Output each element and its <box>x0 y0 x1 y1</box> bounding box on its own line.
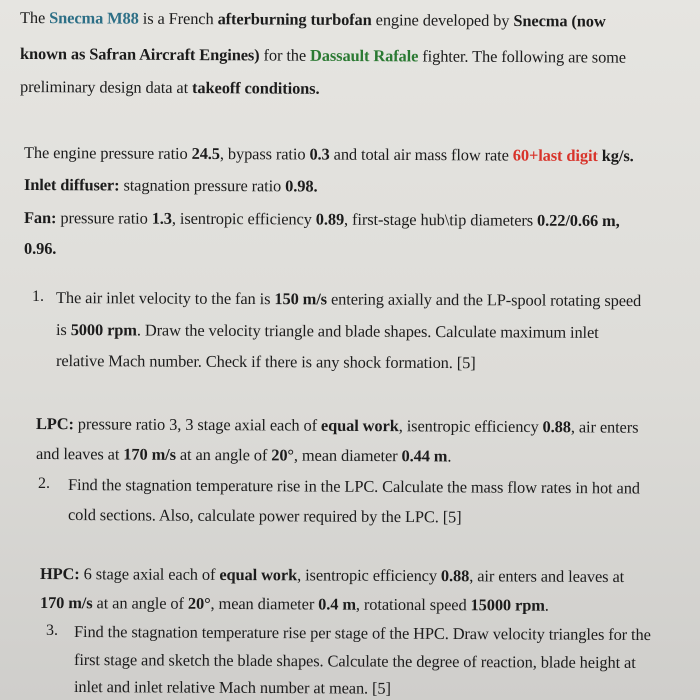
text: , isentropic efficiency <box>171 208 316 229</box>
text: at an angle of <box>175 444 272 465</box>
text: engine developed by <box>371 10 514 31</box>
q1-number: 1. <box>32 288 44 305</box>
q1-line-2 <box>56 320 599 343</box>
text: . Draw the velocity triangle and blade shapes. Calculate maximum inlet <box>136 320 599 342</box>
takeoff-term: takeoff conditions. <box>192 78 320 98</box>
engine-line-1 <box>24 143 634 166</box>
lpc-velocity: 170 m/s <box>123 444 176 464</box>
text: , rotational speed <box>355 594 471 615</box>
text: pressure ratio <box>56 208 152 228</box>
hpc-angle: 20° <box>187 593 211 613</box>
text: Find the stagnation temperature rise per stage of the HPC. Draw velocity triangles for the <box>73 622 651 645</box>
q1-line-3 <box>56 351 476 373</box>
lp-speed: 5000 rpm <box>70 320 137 340</box>
text: , isentropic efficiency <box>398 416 543 437</box>
text: pressure ratio 3, 3 stage axial each of <box>73 414 322 435</box>
engine-line-3 <box>24 208 620 231</box>
text: and leaves at <box>35 444 124 464</box>
lpc-label: LPC: <box>35 414 74 434</box>
lpc-line-1 <box>36 414 639 438</box>
text: (now <box>567 11 606 31</box>
text: . <box>447 446 452 466</box>
hpc-line-1 <box>40 564 624 587</box>
text: The <box>19 8 50 28</box>
text: preliminary design data at <box>19 77 193 98</box>
engine-name: Snecma M88 <box>49 8 139 28</box>
text: for the <box>259 45 311 65</box>
engine-line-4 <box>24 239 56 259</box>
text: stagnation pressure ratio <box>119 175 286 196</box>
text: relative Mach number. Check if there is any shock formation. [5] <box>55 351 476 373</box>
lpc-equal-work: equal work <box>320 415 399 436</box>
flow-value: 60+last digit <box>512 145 598 166</box>
lpc-eff: 0.88 <box>542 417 571 437</box>
q3-line-1 <box>74 622 651 645</box>
snecma-term: Snecma <box>513 11 568 31</box>
q1-line-1 <box>56 288 641 311</box>
q2-line-2 <box>68 505 462 527</box>
hpc-velocity: 170 m/s <box>39 593 93 613</box>
flow-unit: kg/s. <box>597 146 634 166</box>
epr-value: 24.5 <box>191 143 220 164</box>
intro-line-2 <box>20 44 626 68</box>
hpc-label: HPC: <box>39 564 80 584</box>
text: , bypass ratio <box>219 144 310 164</box>
intro-line-1 <box>20 8 606 32</box>
fan-extra: 0.96. <box>24 239 57 258</box>
text: , isentropic efficiency <box>297 565 442 586</box>
hpc-speed: 15000 rpm <box>470 595 545 615</box>
text: cold sections. Also, calculate power required by the LPC. [5] <box>67 505 462 527</box>
fan-diam: 0.22/0.66 m, <box>537 210 620 231</box>
text: and total air mass flow rate <box>329 144 513 165</box>
known-as-term: known as Safran Aircraft Engines) <box>19 44 260 65</box>
fan-pr: 1.3 <box>151 208 172 228</box>
text: at an angle of <box>92 593 188 613</box>
bpr-value: 0.3 <box>309 144 330 164</box>
dassault-term: Dassault <box>310 45 370 66</box>
fan-label: Fan: <box>23 208 57 228</box>
text: The engine pressure ratio <box>23 143 192 163</box>
hpc-line-2 <box>40 593 549 616</box>
text: , mean diameter <box>210 593 319 614</box>
intro-line-3 <box>20 77 320 99</box>
q2-line-1 <box>68 475 640 498</box>
inlet-label: Inlet diffuser: <box>23 175 120 195</box>
text: first stage and sketch the blade shapes. Calculate the degree of reaction, blade height at <box>73 650 636 672</box>
text: , air enters <box>570 417 639 437</box>
text: , first-stage hub\tip diameters <box>344 209 538 230</box>
text: 6 stage axial each of <box>79 564 220 584</box>
fan-eff: 0.89 <box>315 209 345 229</box>
lpc-angle: 20° <box>271 445 294 465</box>
text: Find the stagnation temperature rise in the LPC. Calculate the mass flow rates in hot and <box>67 475 640 498</box>
hpc-equal-work: equal work <box>219 564 298 585</box>
inlet-ratio: 0.98. <box>285 176 318 196</box>
engine-line-2 <box>24 175 318 197</box>
hpc-diameter: 0.4 m <box>318 594 357 614</box>
hpc-eff: 0.88 <box>440 566 470 586</box>
text: is a French <box>138 8 218 29</box>
lpc-diameter: 0.44 m <box>401 446 448 466</box>
rafale-term: Rafale <box>373 46 419 66</box>
text: , mean diameter <box>293 445 402 466</box>
q3-line-2 <box>74 650 636 673</box>
text: The air inlet velocity to the fan is <box>55 288 275 309</box>
lpc-line-2 <box>36 444 452 467</box>
q3-number: 3. <box>46 622 58 639</box>
text: inlet and inlet relative Mach number at mean. [5] <box>73 677 391 698</box>
text: , air enters and leaves at <box>469 566 625 587</box>
text: fighter. The following are some <box>418 46 627 67</box>
inlet-velocity: 150 m/s <box>274 289 328 309</box>
q2-number: 2. <box>38 475 50 492</box>
text: . <box>544 595 549 615</box>
text: entering axially and the LP-spool rotating speed <box>326 289 642 311</box>
text: is <box>55 320 71 340</box>
afterburning-term: afterburning turbofan <box>217 9 372 30</box>
q3-line-3 <box>74 677 391 699</box>
